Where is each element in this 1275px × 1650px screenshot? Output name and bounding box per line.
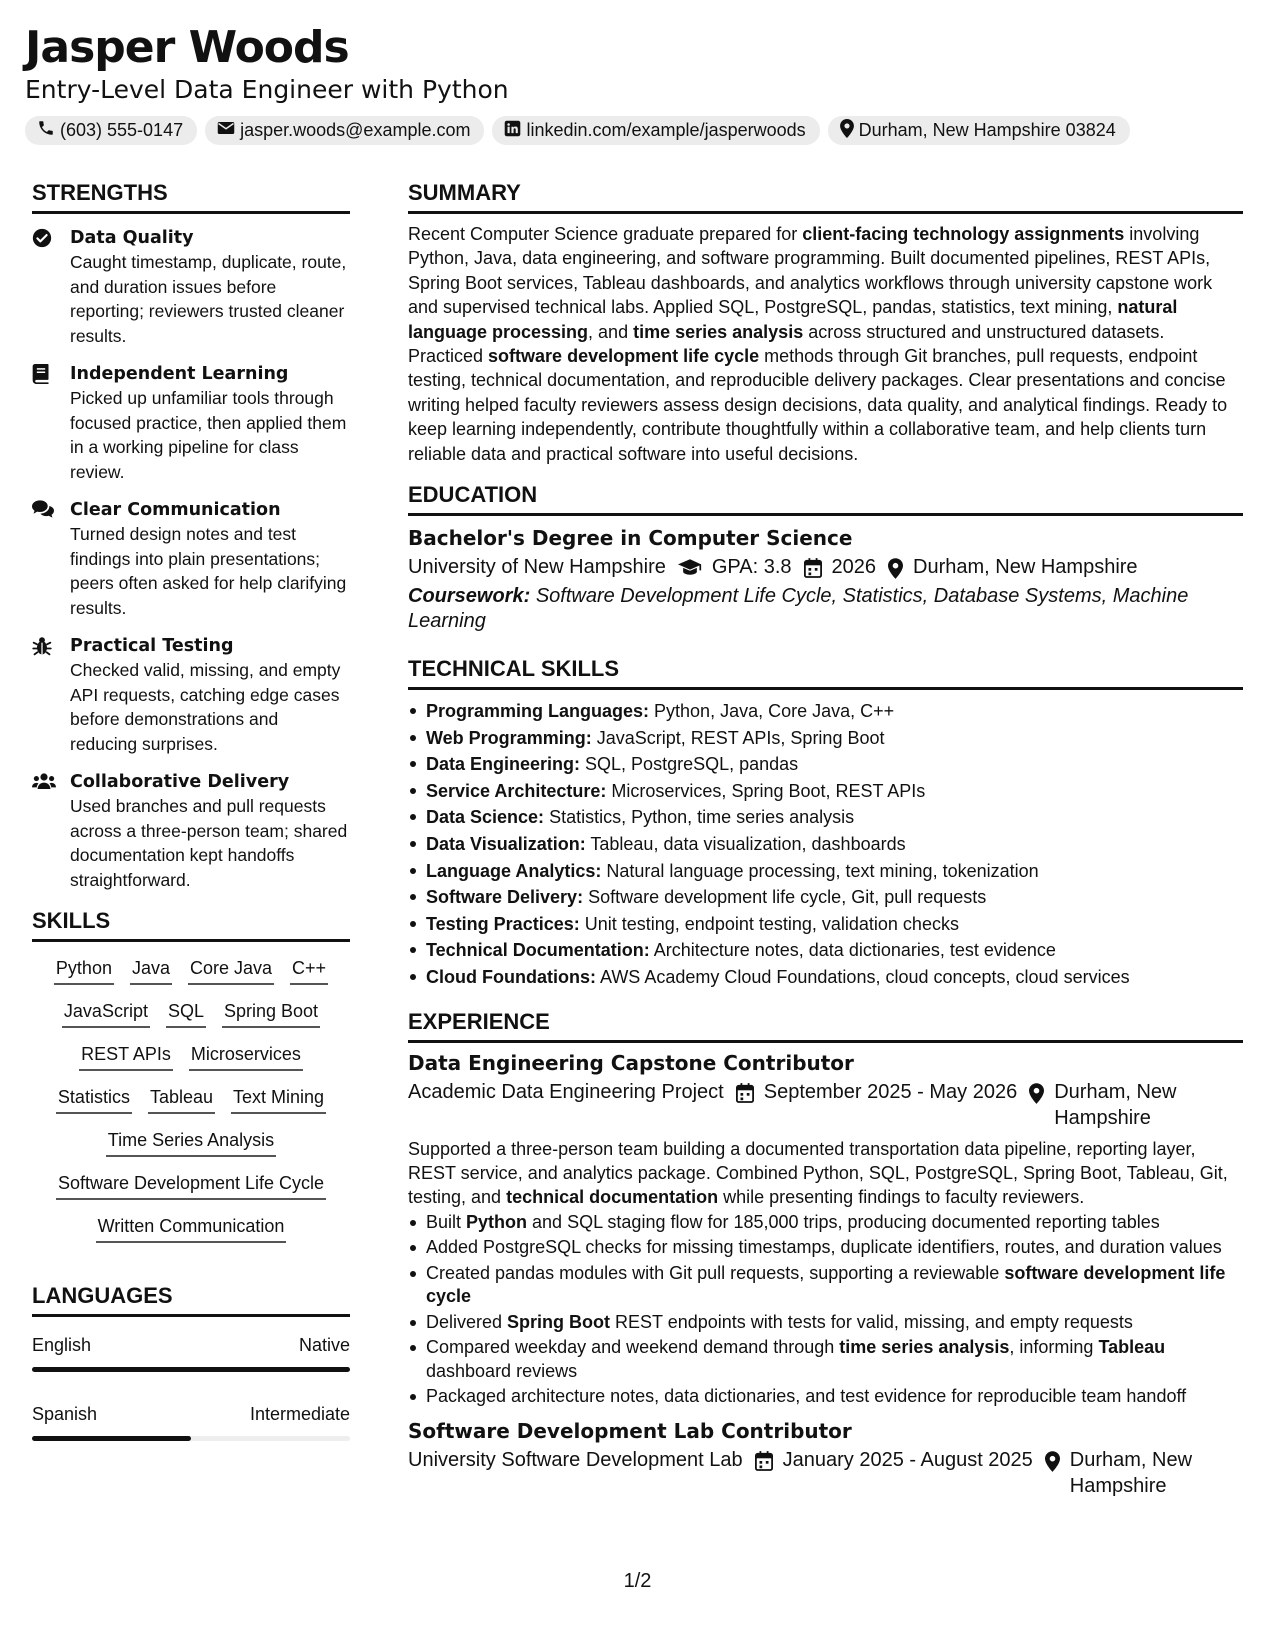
languages-heading: LANGUAGES — [32, 1281, 350, 1317]
technical-skill-label: Cloud Foundations: — [426, 967, 596, 987]
language-name: Spanish — [32, 1404, 98, 1424]
experience-heading: EXPERIENCE — [408, 1007, 1243, 1043]
technical-skill-item — [408, 911, 1243, 938]
job-dates: September 2025 - May 2026 — [763, 1080, 1018, 1103]
contact-location-text: Durham, New Hampshire 03824 — [858, 120, 1116, 140]
technical-skill-item — [408, 831, 1243, 858]
strength-item — [32, 498, 350, 620]
job-meta — [408, 1079, 1243, 1131]
book-icon — [32, 362, 70, 484]
job-bullets — [408, 1211, 1243, 1409]
check-circle-icon — [32, 226, 70, 348]
language-level: Intermediate — [249, 1404, 350, 1424]
contact-linkedin-text: linkedin.com/example/jasperwoods — [526, 120, 806, 140]
languages-list — [32, 1333, 350, 1441]
technical-skill-label: Data Engineering: — [426, 754, 581, 775]
contact-bar — [25, 116, 1250, 145]
technical-skill-value: JavaScript, REST APIs, Spring Boot — [591, 727, 885, 748]
job-bullet: Built Python and SQL staging flow for 185,000 trips, producing documented reporting tables — [408, 1211, 1243, 1235]
technical-skill-label: Web Programming: — [426, 727, 592, 748]
calendar-icon — [755, 1451, 773, 1471]
skills-heading: SKILLS — [32, 906, 350, 942]
coursework — [408, 584, 1243, 634]
skill-tag: Written Communication — [96, 1214, 287, 1243]
technical-skill-value: Architecture notes, data dictionaries, test evidence — [649, 940, 1056, 961]
linkedin-icon — [504, 120, 521, 142]
strengths-list — [32, 226, 350, 892]
skills-tags — [32, 956, 350, 1243]
page-number: 1/2 — [623, 1570, 652, 1592]
technical-skills-heading: TECHNICAL SKILLS — [408, 654, 1243, 690]
strength-desc: Checked valid, missing, and empty API requests, catching edge cases before demonstrations and reducing surprises. — [70, 660, 341, 754]
school-name: University of New Hampshire — [408, 556, 666, 579]
comments-icon — [32, 498, 70, 620]
technical-skill-item — [408, 804, 1243, 831]
language-name: English — [32, 1335, 92, 1355]
technical-skill-label: Technical Documentation: — [426, 940, 650, 961]
skill-tag: C++ — [290, 956, 328, 985]
skill-tag: Python — [54, 956, 114, 985]
strength-title: Independent Learning — [70, 364, 289, 384]
contact-email[interactable] — [205, 116, 484, 145]
experience-entry — [408, 1417, 1243, 1499]
skill-tag: Time Series Analysis — [106, 1128, 276, 1157]
job-bullet: Created pandas modules with Git pull requests, supporting a reviewable software development life cycle — [408, 1262, 1243, 1309]
technical-skill-label: Software Delivery: — [426, 887, 584, 908]
technical-skill-label: Data Visualization: — [426, 834, 586, 855]
language-item — [32, 1333, 350, 1372]
contact-phone[interactable] — [25, 116, 197, 145]
technical-skill-item — [408, 698, 1243, 725]
calendar-icon — [736, 1083, 754, 1103]
job-title: Data Engineering Capstone Contributor — [408, 1050, 854, 1075]
summary-text: Recent Computer Science graduate prepared for client-facing technology assignments involving Python, Java, data engineering, and software programming. Built documented pipelines, REST APIs, Spring Boot services, Tableau dashboards, and analytics workflows through university capstone work and supervised technical labs. Applied SQL, PostgreSQL, pandas, statistics, text mining, natural language processing, and time series analysis across structured and unstructured datasets. Practiced software development life cycle methods through Git branches, pull requests, endpoint testing, technical documentation, and reproducible delivery packages. Clear presentations and concise writing helped faculty reviewers assess design decisions, data quality, and analytical findings. Ready to keep learning independently, contribute thoughtfully within a collaborative team, and help clients turn reliable data and practical software into useful decisions. — [408, 224, 1228, 464]
technical-skill-item — [408, 751, 1243, 778]
right-column — [408, 178, 1243, 1499]
job-org: Academic Data Engineering Project — [408, 1080, 724, 1103]
experience-entry — [408, 1049, 1243, 1409]
strength-title: Clear Communication — [70, 500, 281, 520]
job-location: Durham, New Hampshire — [1069, 1448, 1193, 1497]
technical-skill-value: Software development life cycle, Git, pull requests — [583, 887, 987, 908]
candidate-name: Jasper Woods — [25, 22, 349, 73]
language-item — [32, 1402, 350, 1441]
job-location: Durham, New Hampshire — [1054, 1080, 1177, 1129]
technical-skill-value: Natural language processing, text mining, tokenization — [601, 860, 1039, 881]
technical-skill-value: Microservices, Spring Boot, REST APIs — [606, 780, 926, 801]
strength-desc: Caught timestamp, duplicate, route, and duration issues before reporting; reviewers trusted cleaner results. — [70, 252, 347, 346]
resume-header — [25, 22, 1250, 145]
technical-skill-value: Tableau, data visualization, dashboards — [585, 834, 906, 855]
users-icon — [32, 770, 70, 892]
technical-skill-value: Unit testing, endpoint testing, validation checks — [579, 913, 959, 934]
technical-skill-item — [408, 858, 1243, 885]
strength-desc: Turned design notes and test findings into plain presentations; peers often asked for help clarifying results. — [70, 524, 347, 618]
skill-tag: Microservices — [189, 1042, 303, 1071]
contact-phone-text: (603) 555-0147 — [60, 120, 184, 140]
skill-tag: REST APIs — [79, 1042, 173, 1071]
job-title: Software Development Lab Contributor — [408, 1418, 852, 1443]
technical-skill-value: AWS Academy Cloud Foundations, cloud concepts, cloud services — [595, 967, 1130, 987]
technical-skill-item — [408, 964, 1243, 991]
contact-email-text: jasper.woods@example.com — [240, 120, 471, 140]
grad-year: 2026 — [831, 556, 877, 579]
contact-location — [828, 116, 1130, 145]
contact-linkedin[interactable] — [492, 116, 819, 145]
job-description: Supported a three-person team building a documented transportation data pipeline, reporting layer, REST service, and analytics package. Combined Python, SQL, PostgreSQL, Spring Boot, Tableau, Git, testing, and technical documentation while presenting findings to faculty reviewers. — [408, 1138, 1228, 1207]
language-proficiency-fill — [32, 1367, 350, 1372]
technical-skill-label: Programming Languages: — [426, 701, 650, 722]
technical-skill-label: Data Science: — [426, 807, 545, 828]
coursework-label: Coursework: — [408, 585, 531, 608]
left-column — [32, 178, 350, 1471]
calendar-icon — [804, 558, 822, 578]
technical-skill-value: Python, Java, Core Java, C++ — [649, 701, 895, 722]
bug-icon — [32, 634, 70, 756]
map-pin-icon — [840, 119, 854, 143]
skill-tag: Statistics — [56, 1085, 132, 1114]
strength-desc: Used branches and pull requests across a three-person team; shared documentation kept handoffs straightforward. — [70, 796, 348, 890]
strengths-heading: STRENGTHS — [32, 178, 350, 214]
skill-tag: JavaScript — [62, 999, 150, 1028]
coursework-list: Software Development Life Cycle, Statistics, Database Systems, Machine Learning — [408, 585, 1189, 633]
technical-skill-value: SQL, PostgreSQL, pandas — [580, 754, 799, 775]
job-org: University Software Development Lab — [408, 1448, 743, 1471]
strength-item — [32, 226, 350, 348]
gpa: GPA: 3.8 — [711, 556, 792, 579]
language-proficiency-bar — [32, 1436, 350, 1441]
job-meta — [408, 1447, 1243, 1499]
degree-title: Bachelor's Degree in Computer Science — [408, 526, 853, 551]
skill-tag: Text Mining — [231, 1085, 326, 1114]
strength-title: Practical Testing — [70, 636, 234, 656]
skill-tag: Tableau — [148, 1085, 215, 1114]
phone-icon — [37, 119, 55, 142]
skill-tag: Core Java — [188, 956, 274, 985]
education-meta — [408, 554, 1243, 580]
skill-tag: Software Development Life Cycle — [56, 1171, 326, 1200]
school-location: Durham, New Hampshire — [913, 556, 1138, 579]
strength-item — [32, 770, 350, 892]
job-bullet: Added PostgreSQL checks for missing timestamps, duplicate identifiers, routes, and duration values — [408, 1236, 1243, 1260]
job-dates: January 2025 - August 2025 — [782, 1448, 1033, 1471]
skill-tag: SQL — [166, 999, 206, 1028]
strength-title: Collaborative Delivery — [70, 772, 290, 792]
language-level: Native — [298, 1335, 350, 1355]
skill-tag: Spring Boot — [222, 999, 320, 1028]
graduation-cap-icon — [678, 558, 702, 576]
map-pin-icon — [1029, 1083, 1044, 1104]
technical-skill-item — [408, 884, 1243, 911]
technical-skill-item — [408, 725, 1243, 752]
map-pin-icon — [1045, 1451, 1060, 1472]
skill-tag: Java — [130, 956, 172, 985]
technical-skill-item — [408, 778, 1243, 805]
education-heading: EDUCATION — [408, 480, 1243, 516]
strength-title: Data Quality — [70, 228, 194, 248]
strength-item — [32, 634, 350, 756]
education-entry — [408, 524, 1243, 634]
technical-skill-item — [408, 937, 1243, 964]
technical-skill-value: Statistics, Python, time series analysis — [544, 807, 855, 828]
language-proficiency-fill — [32, 1436, 191, 1441]
job-bullet: Packaged architecture notes, data dictionaries, and test evidence for reproducible team handoff — [408, 1385, 1243, 1409]
job-bullet: Compared weekday and weekend demand through time series analysis, informing Tableau dashboard reviews — [408, 1336, 1243, 1383]
language-proficiency-bar — [32, 1367, 350, 1372]
technical-skill-label: Service Architecture: — [426, 780, 607, 801]
technical-skill-label: Language Analytics: — [426, 860, 602, 881]
technical-skill-label: Testing Practices: — [426, 913, 580, 934]
strength-desc: Picked up unfamiliar tools through focused practice, then applied them in a working pipeline for class review. — [70, 388, 347, 482]
summary-heading: SUMMARY — [408, 178, 1243, 214]
job-bullet: Delivered Spring Boot REST endpoints with tests for valid, missing, and empty requests — [408, 1311, 1243, 1335]
envelope-icon — [217, 120, 235, 141]
map-pin-icon — [888, 558, 903, 579]
technical-skills-list — [408, 698, 1243, 991]
strength-item — [32, 362, 350, 484]
candidate-headline: Entry-Level Data Engineer with Python — [25, 75, 509, 104]
